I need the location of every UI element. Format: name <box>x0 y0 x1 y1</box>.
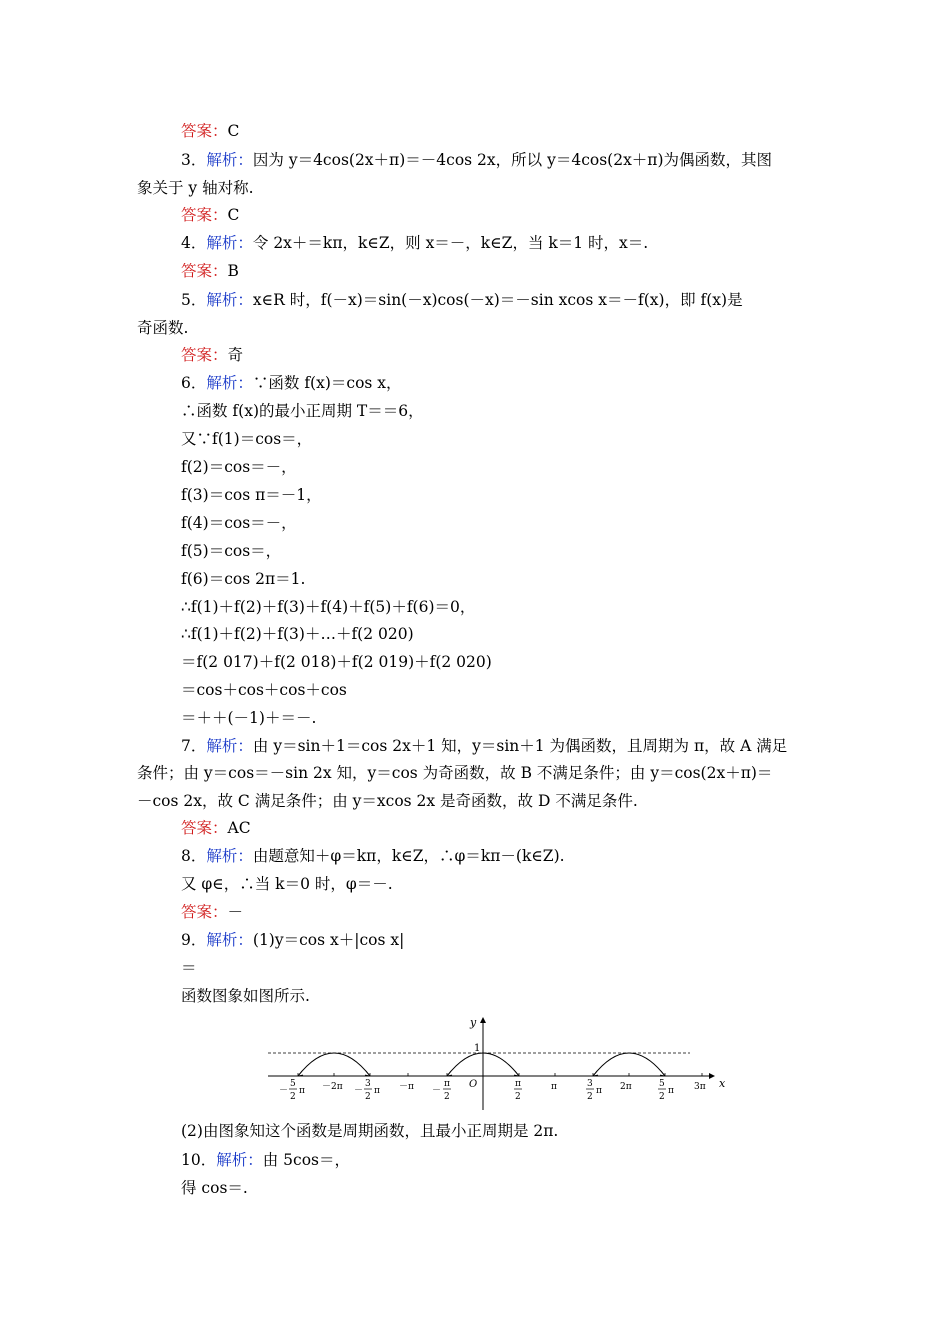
q6-line-10: ∴f(1)＋f(2)＋f(3)＋…＋f(2 020) <box>181 625 414 643</box>
svg-text:5: 5 <box>659 1079 665 1089</box>
q9-text: (1)y＝cos x＋|cos x| <box>252 931 405 949</box>
answer-label: 答案： <box>181 903 228 921</box>
function-graph-figure <box>262 1012 732 1112</box>
q6-text: ∵函数 f(x)＝cos x， <box>252 374 402 392</box>
q5-line <box>181 290 743 310</box>
svg-text:3: 3 <box>587 1079 593 1089</box>
tick-label-pi: π <box>551 1082 557 1092</box>
svg-text:－: － <box>279 1086 289 1096</box>
question-number: 4． <box>181 234 207 252</box>
y-one-label: 1 <box>474 1043 481 1054</box>
analysis-label: 解析： <box>206 234 253 252</box>
q8-line <box>181 846 565 866</box>
svg-text:5: 5 <box>290 1079 296 1089</box>
svg-text:π: π <box>596 1086 602 1096</box>
answer-line-8 <box>181 902 243 922</box>
q4-text: 令 2x＋＝kπ，k∈Z，则 x＝－，k∈Z，当 k＝1 时，x＝. <box>252 234 649 252</box>
q9-line <box>181 930 404 950</box>
question-number: 5． <box>181 291 207 309</box>
answer-value: C <box>227 206 240 224</box>
answer-value: B <box>227 262 239 280</box>
arch-arrow <box>593 1071 598 1076</box>
q6-line-4: f(2)＝cos＝－， <box>181 458 297 476</box>
question-number: 6． <box>181 374 207 392</box>
q9-line-2: ＝ <box>181 959 197 977</box>
q6-line-12: ＝cos＋cos＋cos＋cos <box>181 681 347 699</box>
svg-text:2: 2 <box>515 1092 521 1102</box>
arch-arrow <box>514 1071 519 1076</box>
answer-line-5 <box>181 345 243 365</box>
q9-line-4: (2)由图象知这个函数是周期函数，且最小正周期是 2π. <box>181 1122 559 1140</box>
tick-label-half-pi <box>514 1079 522 1102</box>
q9-line-3: 函数图象如图所示. <box>181 987 310 1005</box>
q6-line-9: ∴f(1)＋f(2)＋f(3)＋f(4)＋f(5)＋f(6)＝0， <box>181 598 476 616</box>
svg-text:－: － <box>432 1086 442 1096</box>
answer-line-2 <box>181 121 239 141</box>
svg-text:π: π <box>374 1086 380 1096</box>
tick-label-neg-pi: －π <box>399 1082 414 1092</box>
tick-label-5-2-pi <box>658 1079 674 1102</box>
q3-line-2: 象关于 y 轴对称. <box>137 179 254 197</box>
analysis-label: 解析： <box>216 1151 263 1169</box>
q10-line <box>181 1150 350 1170</box>
q5-line-2: 奇函数. <box>137 319 189 337</box>
arch-arrow <box>660 1071 665 1076</box>
graph-arch-left <box>298 1053 370 1076</box>
analysis-label: 解析： <box>206 737 253 755</box>
analysis-label: 解析： <box>206 291 253 309</box>
svg-text:－: － <box>354 1086 364 1096</box>
graph-arch-right <box>593 1053 665 1076</box>
tick-label-3pi: 3π <box>694 1082 706 1092</box>
svg-text:π: π <box>299 1086 305 1096</box>
x-axis-label: x <box>719 1077 726 1090</box>
q6-line-5: f(3)＝cos π＝－1， <box>181 486 322 504</box>
svg-text:3: 3 <box>365 1079 371 1089</box>
answer-label: 答案： <box>181 122 228 140</box>
arch-arrow <box>365 1071 370 1076</box>
q6-line-2: ∴函数 f(x)的最小正周期 T＝＝6， <box>181 402 424 420</box>
q6-line-7: f(5)＝cos＝， <box>181 542 282 560</box>
answer-label: 答案： <box>181 819 228 837</box>
q7-text: 由 y＝sin＋1＝cos 2x＋1 知，y＝sin＋1 为偶函数，且周期为 π，故 A 满足 <box>252 737 788 755</box>
q8-text: 由题意知＋φ＝kπ，k∈Z，∴φ＝kπ－(k∈Z). <box>252 847 565 865</box>
svg-text:2: 2 <box>659 1092 665 1102</box>
arch-arrow <box>298 1071 303 1076</box>
q3-text: 因为 y＝4cos(2x＋π)＝－4cos 2x，所以 y＝4cos(2x＋π)为偶函数，其图 <box>252 151 773 169</box>
analysis-label: 解析： <box>206 931 253 949</box>
tick-label-neg-2pi: －2π <box>322 1082 343 1092</box>
svg-text:π: π <box>444 1079 450 1089</box>
tick-label-2pi: 2π <box>620 1082 632 1092</box>
answer-value: C <box>227 122 240 140</box>
q7-line-2: 条件；由 y＝cos＝－sin 2x 知，y＝cos 为奇函数，故 B 不满足条件；由 y＝cos(2x＋π)＝ <box>137 764 773 782</box>
answer-line-3 <box>181 205 239 225</box>
q10-line-2: 得 cos＝. <box>181 1179 248 1197</box>
analysis-label: 解析： <box>206 374 253 392</box>
question-number: 3． <box>181 151 207 169</box>
analysis-label: 解析： <box>206 847 253 865</box>
q7-line-3: －cos 2x，故 C 满足条件；由 y＝xcos 2x 是奇函数，故 D 不满足条件. <box>137 792 638 810</box>
q3-line <box>181 150 772 170</box>
answer-line-7 <box>181 818 251 838</box>
answer-value: － <box>227 903 244 921</box>
q6-line-11: ＝f(2 017)＋f(2 018)＋f(2 019)＋f(2 020) <box>181 653 492 671</box>
question-number: 10． <box>181 1151 217 1169</box>
tick-label-3-2-pi <box>586 1079 602 1102</box>
svg-text:2: 2 <box>365 1092 371 1102</box>
q8-line-2: 又 φ∈，∴当 k＝0 时，φ＝－. <box>181 875 393 893</box>
question-number: 8． <box>181 847 207 865</box>
answer-label: 答案： <box>181 346 228 364</box>
svg-text:2: 2 <box>587 1092 593 1102</box>
arch-arrow <box>447 1071 452 1076</box>
origin-label: O <box>469 1079 478 1090</box>
q5-text: x∈R 时，f(－x)＝sin(－x)cos(－x)＝－sin xcos x＝－f(x)，即 f(x)是 <box>252 291 743 309</box>
q4-line <box>181 233 648 253</box>
answer-value: 奇 <box>227 346 244 364</box>
q7-line <box>181 736 787 756</box>
q6-line <box>181 373 402 393</box>
svg-text:2: 2 <box>444 1092 450 1102</box>
answer-line-4 <box>181 261 239 281</box>
q6-line-13: ＝＋＋(－1)＋＝－. <box>181 709 317 727</box>
svg-text:π: π <box>515 1079 521 1089</box>
q10-text: 由 5cos＝， <box>262 1151 351 1169</box>
answer-label: 答案： <box>181 206 228 224</box>
svg-text:π: π <box>668 1086 674 1096</box>
q6-line-8: f(6)＝cos 2π＝1. <box>181 570 306 588</box>
q6-line-6: f(4)＝cos＝－， <box>181 514 297 532</box>
answer-label: 答案： <box>181 262 228 280</box>
tick-label-neg-3-2-pi <box>354 1079 380 1102</box>
svg-text:2: 2 <box>290 1092 296 1102</box>
analysis-label: 解析： <box>206 151 253 169</box>
question-number: 7． <box>181 737 207 755</box>
tick-label-neg-half-pi <box>432 1079 451 1102</box>
answer-value: AC <box>227 819 251 837</box>
tick-label-neg-5-2-pi <box>279 1079 305 1102</box>
y-axis-label: y <box>470 1016 477 1029</box>
question-number: 9． <box>181 931 207 949</box>
q6-line-3: 又∵f(1)＝cos＝， <box>181 430 313 448</box>
function-graph-svg <box>262 1012 732 1112</box>
